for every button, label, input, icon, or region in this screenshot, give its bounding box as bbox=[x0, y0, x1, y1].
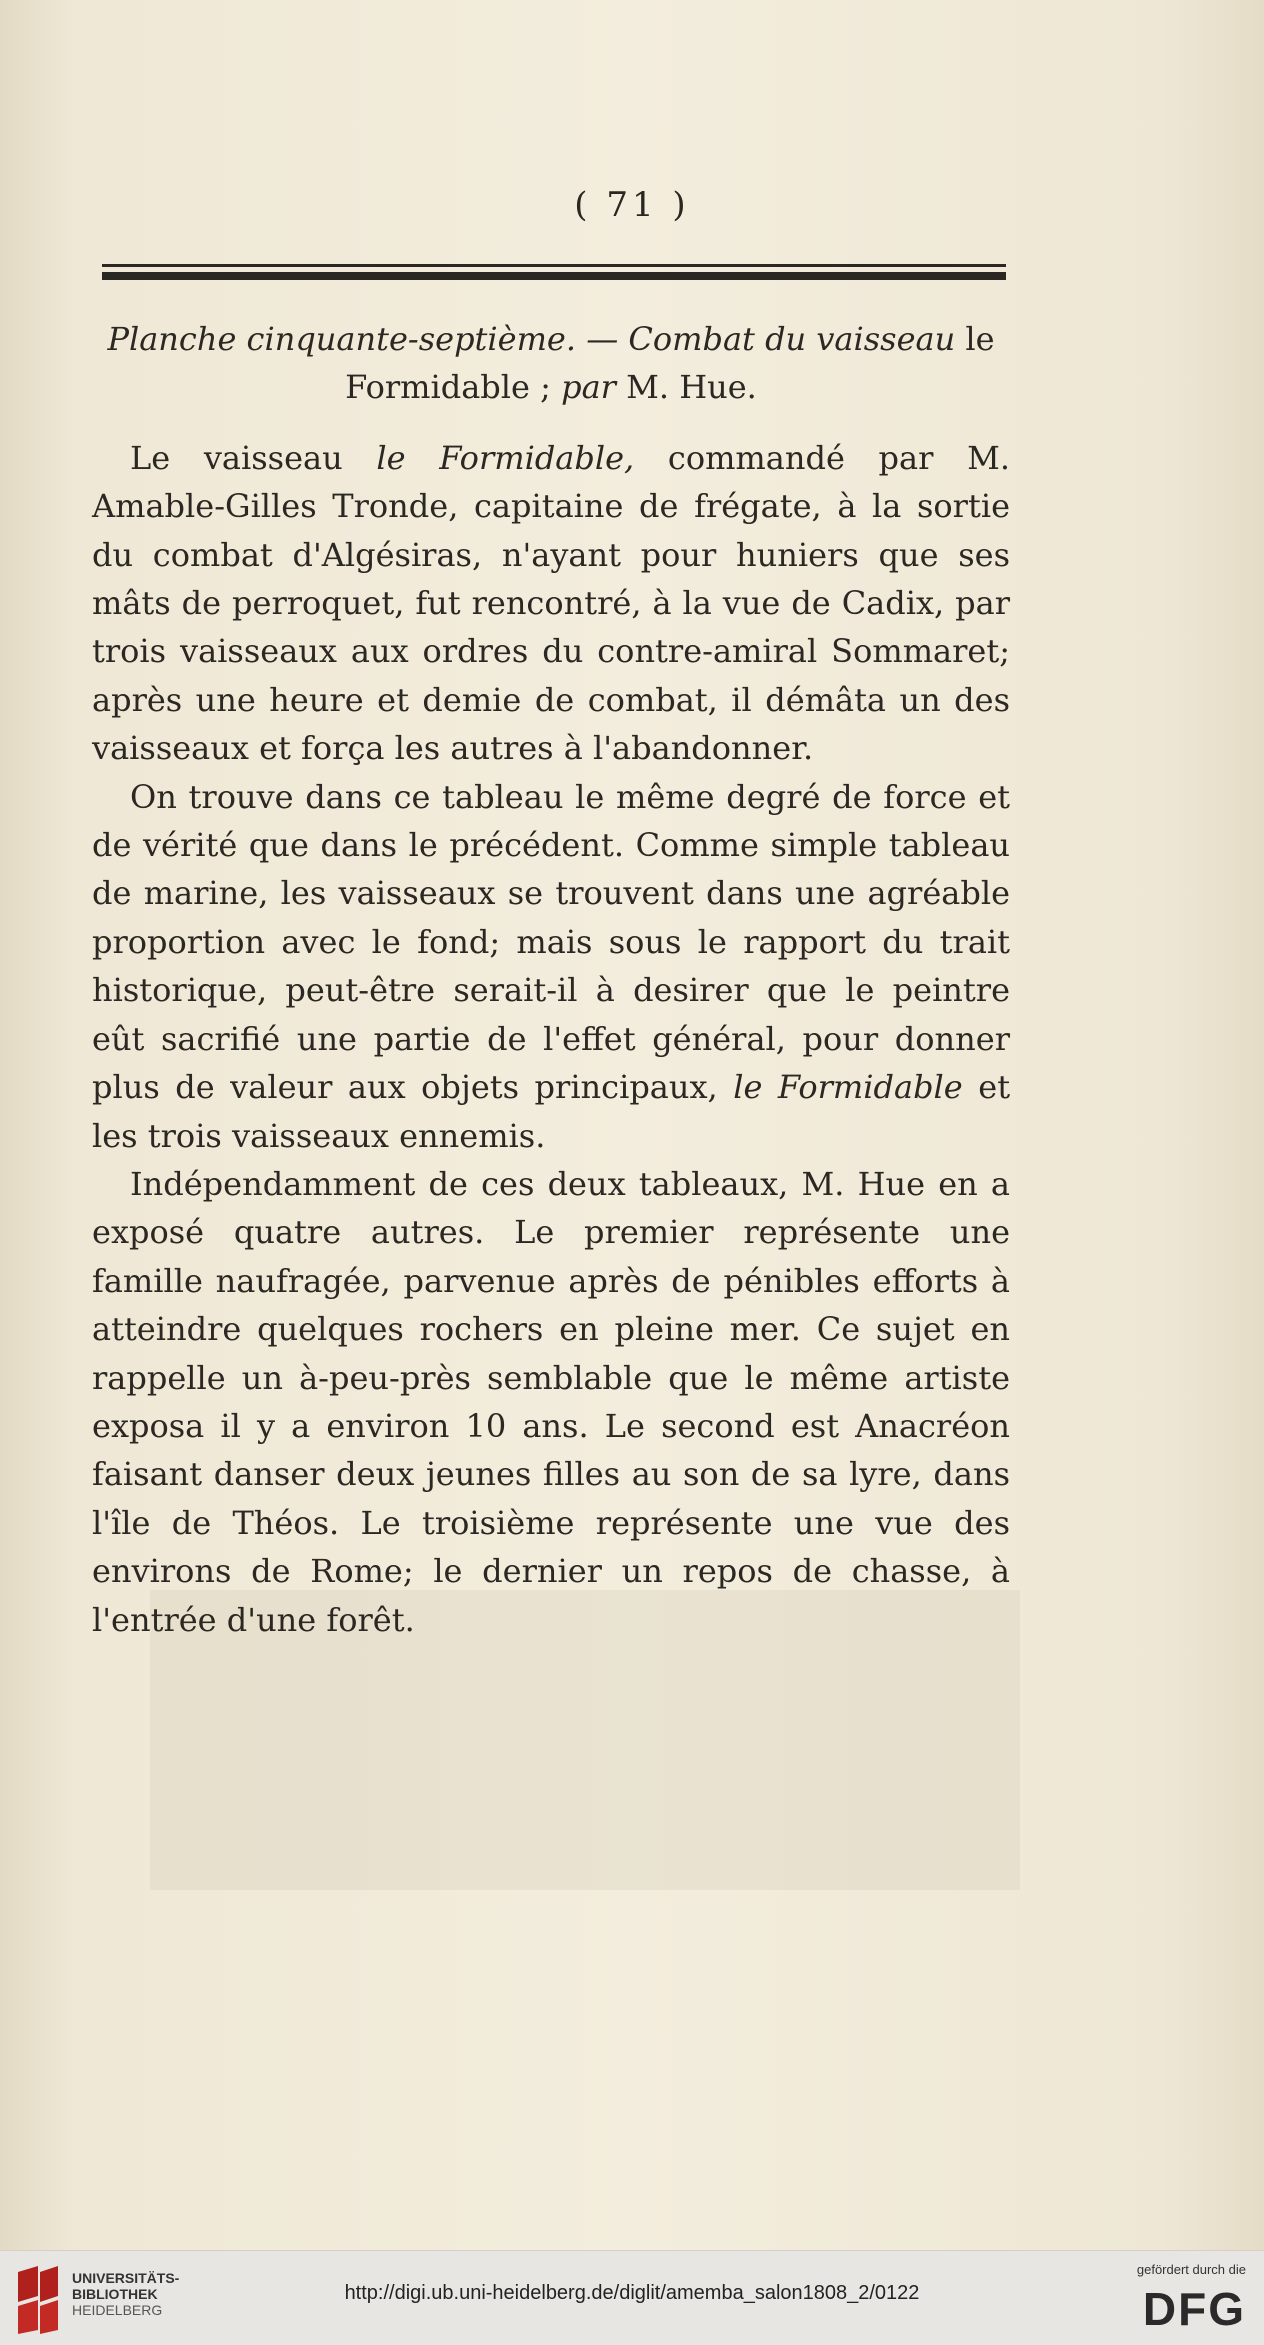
title-part-2: le bbox=[965, 320, 995, 358]
source-url[interactable]: http://digi.ub.uni-heidelberg.de/diglit/amemba_salon1808_2/0122 bbox=[344, 2282, 920, 2304]
paragraph-3: Indépendamment de ces deux tableaux, M. Hue en a exposé quatre autres. Le premier représente une famille naufragée, parvenue après de pénibles efforts à atteindre quelques rochers en pleine mer. Ce sujet en rappelle un à-peu-près semblable que le même artiste exposa il y a environ 10 ans. Le second est Anacréon faisant danser deux jeunes filles au son de sa lyre, dans l'île de Théos. Le troisième représente une vue des environs de Rome; le dernier un repos de chasse, à l'entrée d'une forêt. bbox=[92, 1164, 1010, 1639]
dfg-logo: DFG bbox=[1142, 2283, 1246, 2335]
title-part-4: par bbox=[561, 368, 616, 407]
plate-title bbox=[92, 315, 1010, 412]
p2-ship-name: le Formidable bbox=[733, 1068, 963, 1107]
header-rule-thin bbox=[102, 264, 1006, 267]
title-part-1: Planche cinquante-septième. — Combat du vaisseau bbox=[107, 320, 956, 358]
page-body bbox=[92, 315, 1010, 1644]
paragraph-2 bbox=[92, 773, 1010, 1160]
library-name: UNIVERSITÄTS- BIBLIOTHEK HEIDELBERG bbox=[72, 2270, 180, 2318]
p2-text-a: On trouve dans ce tableau le même degré de force et de vérité que dans le précédent. Comme simple tableau de marine, les vaisseaux se trouvent dans une agréable proportion avec le fond; mais sous le rapport du trait historique, peut-être serait-il à desirer que le peintre eût sacrifié une partie de l'effet général, pour donner plus de valeur aux objets principaux, bbox=[92, 777, 1010, 1107]
funded-by-label: gefördert durch die bbox=[1136, 2262, 1246, 2277]
title-part-5: M. Hue. bbox=[626, 368, 757, 407]
p2-text-c: et les trois vaisseaux ennemis. bbox=[92, 1068, 1011, 1155]
header-rule-thick bbox=[102, 272, 1006, 280]
paragraph-1 bbox=[92, 434, 1010, 773]
page-number: ( 71 ) bbox=[574, 185, 690, 225]
p1-text-c: commandé par M. Amable-Gilles Tronde, capitaine de frégate, à la sortie du combat d'Algésiras, n'ayant pour huniers que ses mâts de perroquet, fut rencontré, à la vue de Cadix, par trois vaisseaux aux ordres du contre-amiral Sommaret; après une heure et demie de combat, il démâta un des vaisseaux et força les autres à l'abandonner. bbox=[92, 438, 1011, 768]
title-part-3: Formidable ; bbox=[345, 368, 551, 407]
p1-ship-name: le Formidable, bbox=[376, 438, 635, 477]
p1-text-a: Le vaisseau bbox=[130, 438, 343, 477]
